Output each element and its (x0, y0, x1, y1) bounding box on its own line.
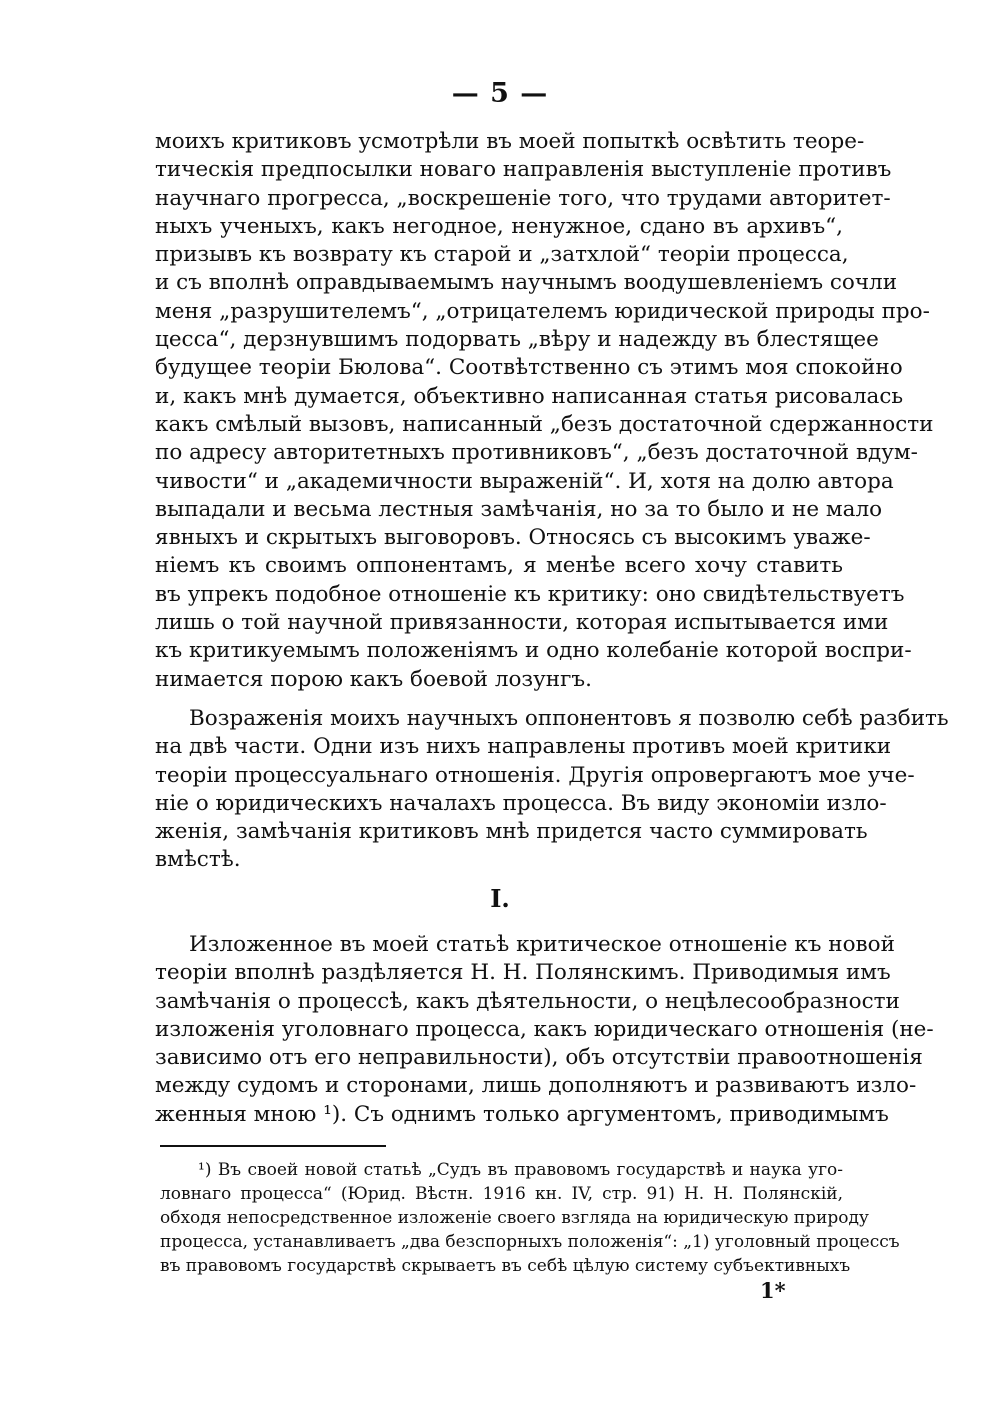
paragraph-3 (155, 931, 934, 1129)
paragraph-1 (155, 128, 934, 694)
text-line: женныя мною ¹). Съ однимъ только аргументомъ, приводимымъ (155, 1101, 889, 1127)
text-line: теоріи вполнѣ раздѣляется Н. Н. Полянскимъ. Приводимыя имъ (155, 960, 891, 986)
text-line: ныхъ ученыхъ, какъ негодное, ненужное, сдано въ архивъ“, (155, 213, 843, 239)
footnote-line: ловнаго процесса“ (Юрид. Вѣстн. 1916 кн. IV, стр. 91) Н. Н. Полянскій, (160, 1184, 843, 1204)
text-line: и, какъ мнѣ думается, объективно написанная статья рисовалась (155, 383, 904, 409)
text-line: призывъ къ возврату къ старой и „затхлой“ теоріи процесса, (155, 242, 849, 268)
text-line: меня „разрушителемъ“, „отрицателемъ юридической природы про- (155, 298, 930, 324)
text-line: вмѣстѣ. (155, 847, 241, 873)
footnote-line: процесса, устанавливаетъ „два безспорныхъ положенія“: „1) уголовный процессъ (160, 1232, 900, 1252)
text-line: изложенія уголовнаго процесса, какъ юридическаго отношенія (не- (155, 1016, 934, 1042)
footnote-line: ¹) Въ своей новой статьѣ „Судъ въ правовомъ государствѣ и наука уго- (198, 1160, 843, 1180)
paragraph-2 (155, 705, 949, 875)
section-heading: I. (490, 884, 510, 913)
footnote-line: въ правовомъ государствѣ скрываетъ въ себѣ цѣлую систему субъективныхъ (160, 1256, 851, 1276)
text-line: чивости“ и „академичности выраженій“. И, хотя на долю автора (155, 468, 894, 494)
page-number: — 5 — (451, 78, 549, 109)
text-line: какъ смѣлый вызовъ, написанный „безъ достаточной сдержанности (155, 411, 934, 437)
text-line: лишь о той научной привязанности, которая испытывается ими (155, 610, 889, 636)
text-line: по адресу авторитетныхъ противниковъ“, „безъ достаточной вдум- (155, 440, 918, 466)
footnote (160, 1158, 900, 1278)
footnote-divider (160, 1145, 386, 1147)
text-line: между судомъ и сторонами, лишь дополняютъ и развиваютъ изло- (155, 1073, 917, 1099)
text-line: моихъ критиковъ усмотрѣли въ моей попыткѣ освѣтить теоре- (155, 129, 865, 154)
text-line: тическія предпосылки новаго направленія выступленіе противъ (155, 157, 892, 183)
text-line: нимается порою какъ боевой лозунгъ. (155, 666, 592, 692)
text-line: явныхъ и скрытыхъ выговоровъ. Относясь съ высокимъ уваже- (155, 525, 871, 551)
signature-mark: 1* (760, 1278, 786, 1303)
text-line: замѣчанія о процессѣ, какъ дѣятельности, о нецѣлесообразности (155, 988, 900, 1014)
text-line: въ упрекъ подобное отношеніе къ критику: оно свидѣтельствуетъ (155, 581, 905, 607)
text-line: зависимо отъ его неправильности), объ отсутствіи правоотношенія (155, 1045, 923, 1071)
text-line: женія, замѣчанія критиковъ мнѣ придется часто суммировать (155, 819, 868, 845)
text-line: цесса“, дерзнувшимъ подорвать „вѣру и надежду въ блестящее (155, 327, 879, 353)
text-line: ніемъ къ своимъ оппонентамъ, я менѣе всего хочу ставить (155, 553, 843, 579)
text-line: будущее теоріи Бюлова“. Соотвѣтственно съ этимъ моя спокойно (155, 355, 903, 381)
text-line: ніе о юридическихъ началахъ процесса. Въ виду экономіи изло- (155, 790, 887, 816)
text-line: теоріи процессуальнаго отношенія. Другія опровергаютъ мое уче- (155, 762, 915, 788)
footnote-line: обходя непосредственное изложеніе своего взгляда на юридическую природу (160, 1208, 869, 1228)
text-line: Возраженія моихъ научныхъ оппонентовъ я позволю себѣ разбить (189, 706, 949, 731)
text-line: выпадали и весьма лестныя замѣчанія, но за то было и не мало (155, 496, 883, 522)
text-line: и съ вполнѣ оправдываемымъ научнымъ воодушевленіемъ сочли (155, 270, 898, 296)
text-line: Изложенное въ моей статьѣ критическое отношеніе къ новой (189, 932, 895, 957)
text-line: научнаго прогресса, „воскрешеніе того, что трудами авторитет- (155, 185, 891, 211)
text-line: на двѣ части. Одни изъ нихъ направлены противъ моей критики (155, 734, 892, 760)
text-line: къ критикуемымъ положеніямъ и одно колебаніе которой воспри- (155, 638, 912, 664)
